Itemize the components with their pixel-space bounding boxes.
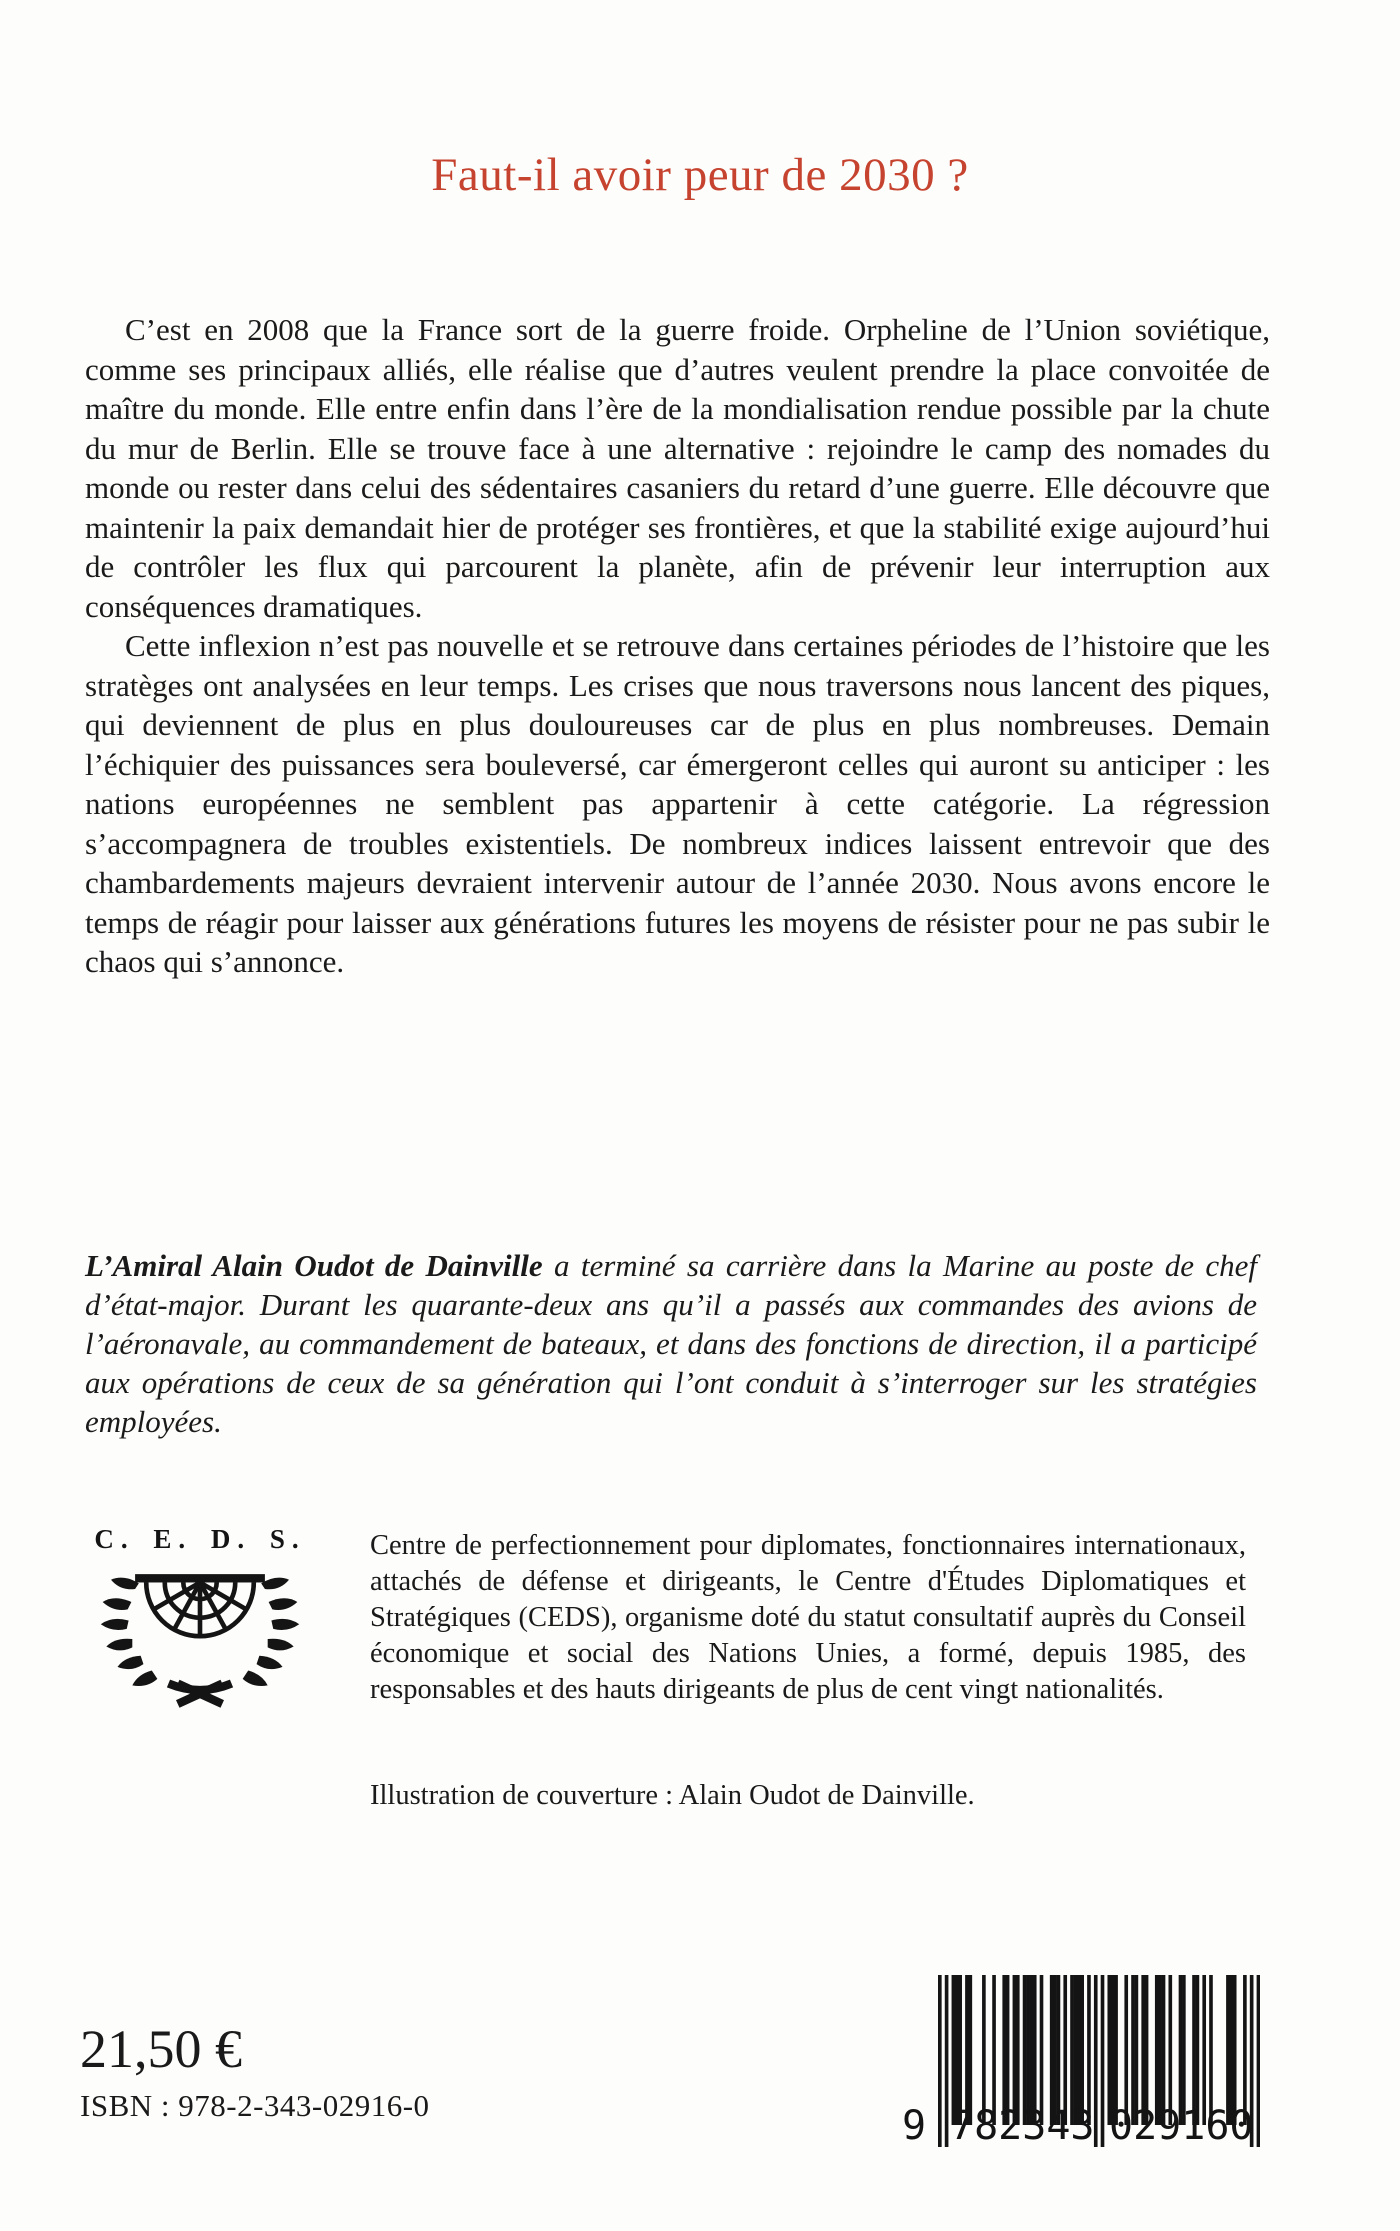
synopsis-paragraph-1: C’est en 2008 que la France sort de la guerre froide. Orpheline de l’Union soviétique, comme ses principaux alliés, elle réalise que d’autres veulent prendre la place convoitée de maître du monde. Elle entre enfin dans l’ère de la mondialisation rendue possible par la chute du mur de Berlin. Elle se trouve face à une alternative : rejoindre le camp des nomades du monde ou rester dans celui des sédentaires casaniers du retard d’une guerre. Elle découvre que maintenir la paix demandait hier de protéger ses frontières, et que la stabilité exige aujourd’hui de contrôler les flux qui parcourent la planète, afin de prévenir leur interruption aux conséquences dramatiques. [85, 312, 1270, 624]
cover-credit: Illustration de couverture : Alain Oudot de Dainville. [370, 1780, 975, 1811]
ceds-logo [85, 1524, 315, 1718]
publisher-description: Centre de perfectionnement pour diplomates, fonctionnaires internationaux, attachés de défense et dirigeants, le Centre d'Études Diplomatiques et Stratégiques (CEDS), organisme doté du statut consultatif auprès du Conseil économique et social des Nations Unies, a formé, depuis 1985, des responsables et des hauts dirigeants de plus de cent vingt nationalités. [370, 1530, 1246, 1705]
price-label: 21,50 € [80, 2019, 242, 2079]
barcode-digit-lead: 9 [902, 2103, 927, 2149]
barcode-digits-right: 029160 [1109, 2103, 1254, 2149]
page-title: Faut-il avoir peur de 2030 ? [431, 149, 969, 201]
author-bio-text: a terminé sa carrière dans la Marine au poste de chef d’état-major. Durant les quarante-deux ans qu’il a passés aux commandes des avions de l’aéronavale, au commandement de bateaux, et dans des fonctions de direction, il a participé aux opérations de ceux de sa génération qui l’ont conduit à s’interroger sur les stratégies employées. [85, 1248, 1257, 1439]
publisher-block [85, 1524, 1250, 1718]
isbn-label: ISBN : 978-2-343-02916-0 [80, 2088, 430, 2123]
author-bio-paragraph [85, 1246, 1257, 1441]
barcode-digits [902, 2103, 1260, 2153]
barcode-digits-left: 782343 [950, 2103, 1095, 2149]
author-name: L’Amiral Alain Oudot de Dainville [85, 1248, 543, 1283]
price-block [80, 2019, 430, 2124]
ceds-emblem-icon [98, 1563, 302, 1713]
author-bio [85, 1246, 1257, 1441]
synopsis [85, 310, 1270, 982]
barcode [902, 1975, 1260, 2180]
ceds-logo-text: C. E. D. S. [94, 1524, 306, 1554]
synopsis-paragraph-2: Cette inflexion n’est pas nouvelle et se retrouve dans certaines périodes de l’histoire que les stratèges ont analysées en leur temps. Les crises que nous traversons nous lancent des piques, qui deviennent de plus en plus douloureuses car de plus en plus nombreuses. Demain l’échiquier des puissances sera bouleversé, car émergeront celles qui auront su anticiper : les nations européennes ne semblent pas appartenir à cette catégorie. La régression s’accompagnera de troubles existentiels. De nombreux indices laissent entrevoir que des chambardements majeurs devraient intervenir autour de l’année 2030. Nous avons encore le temps de réagir pour laisser aux générations futures les moyens de résister pour ne pas subir le chaos qui s’annonce. [85, 628, 1270, 979]
